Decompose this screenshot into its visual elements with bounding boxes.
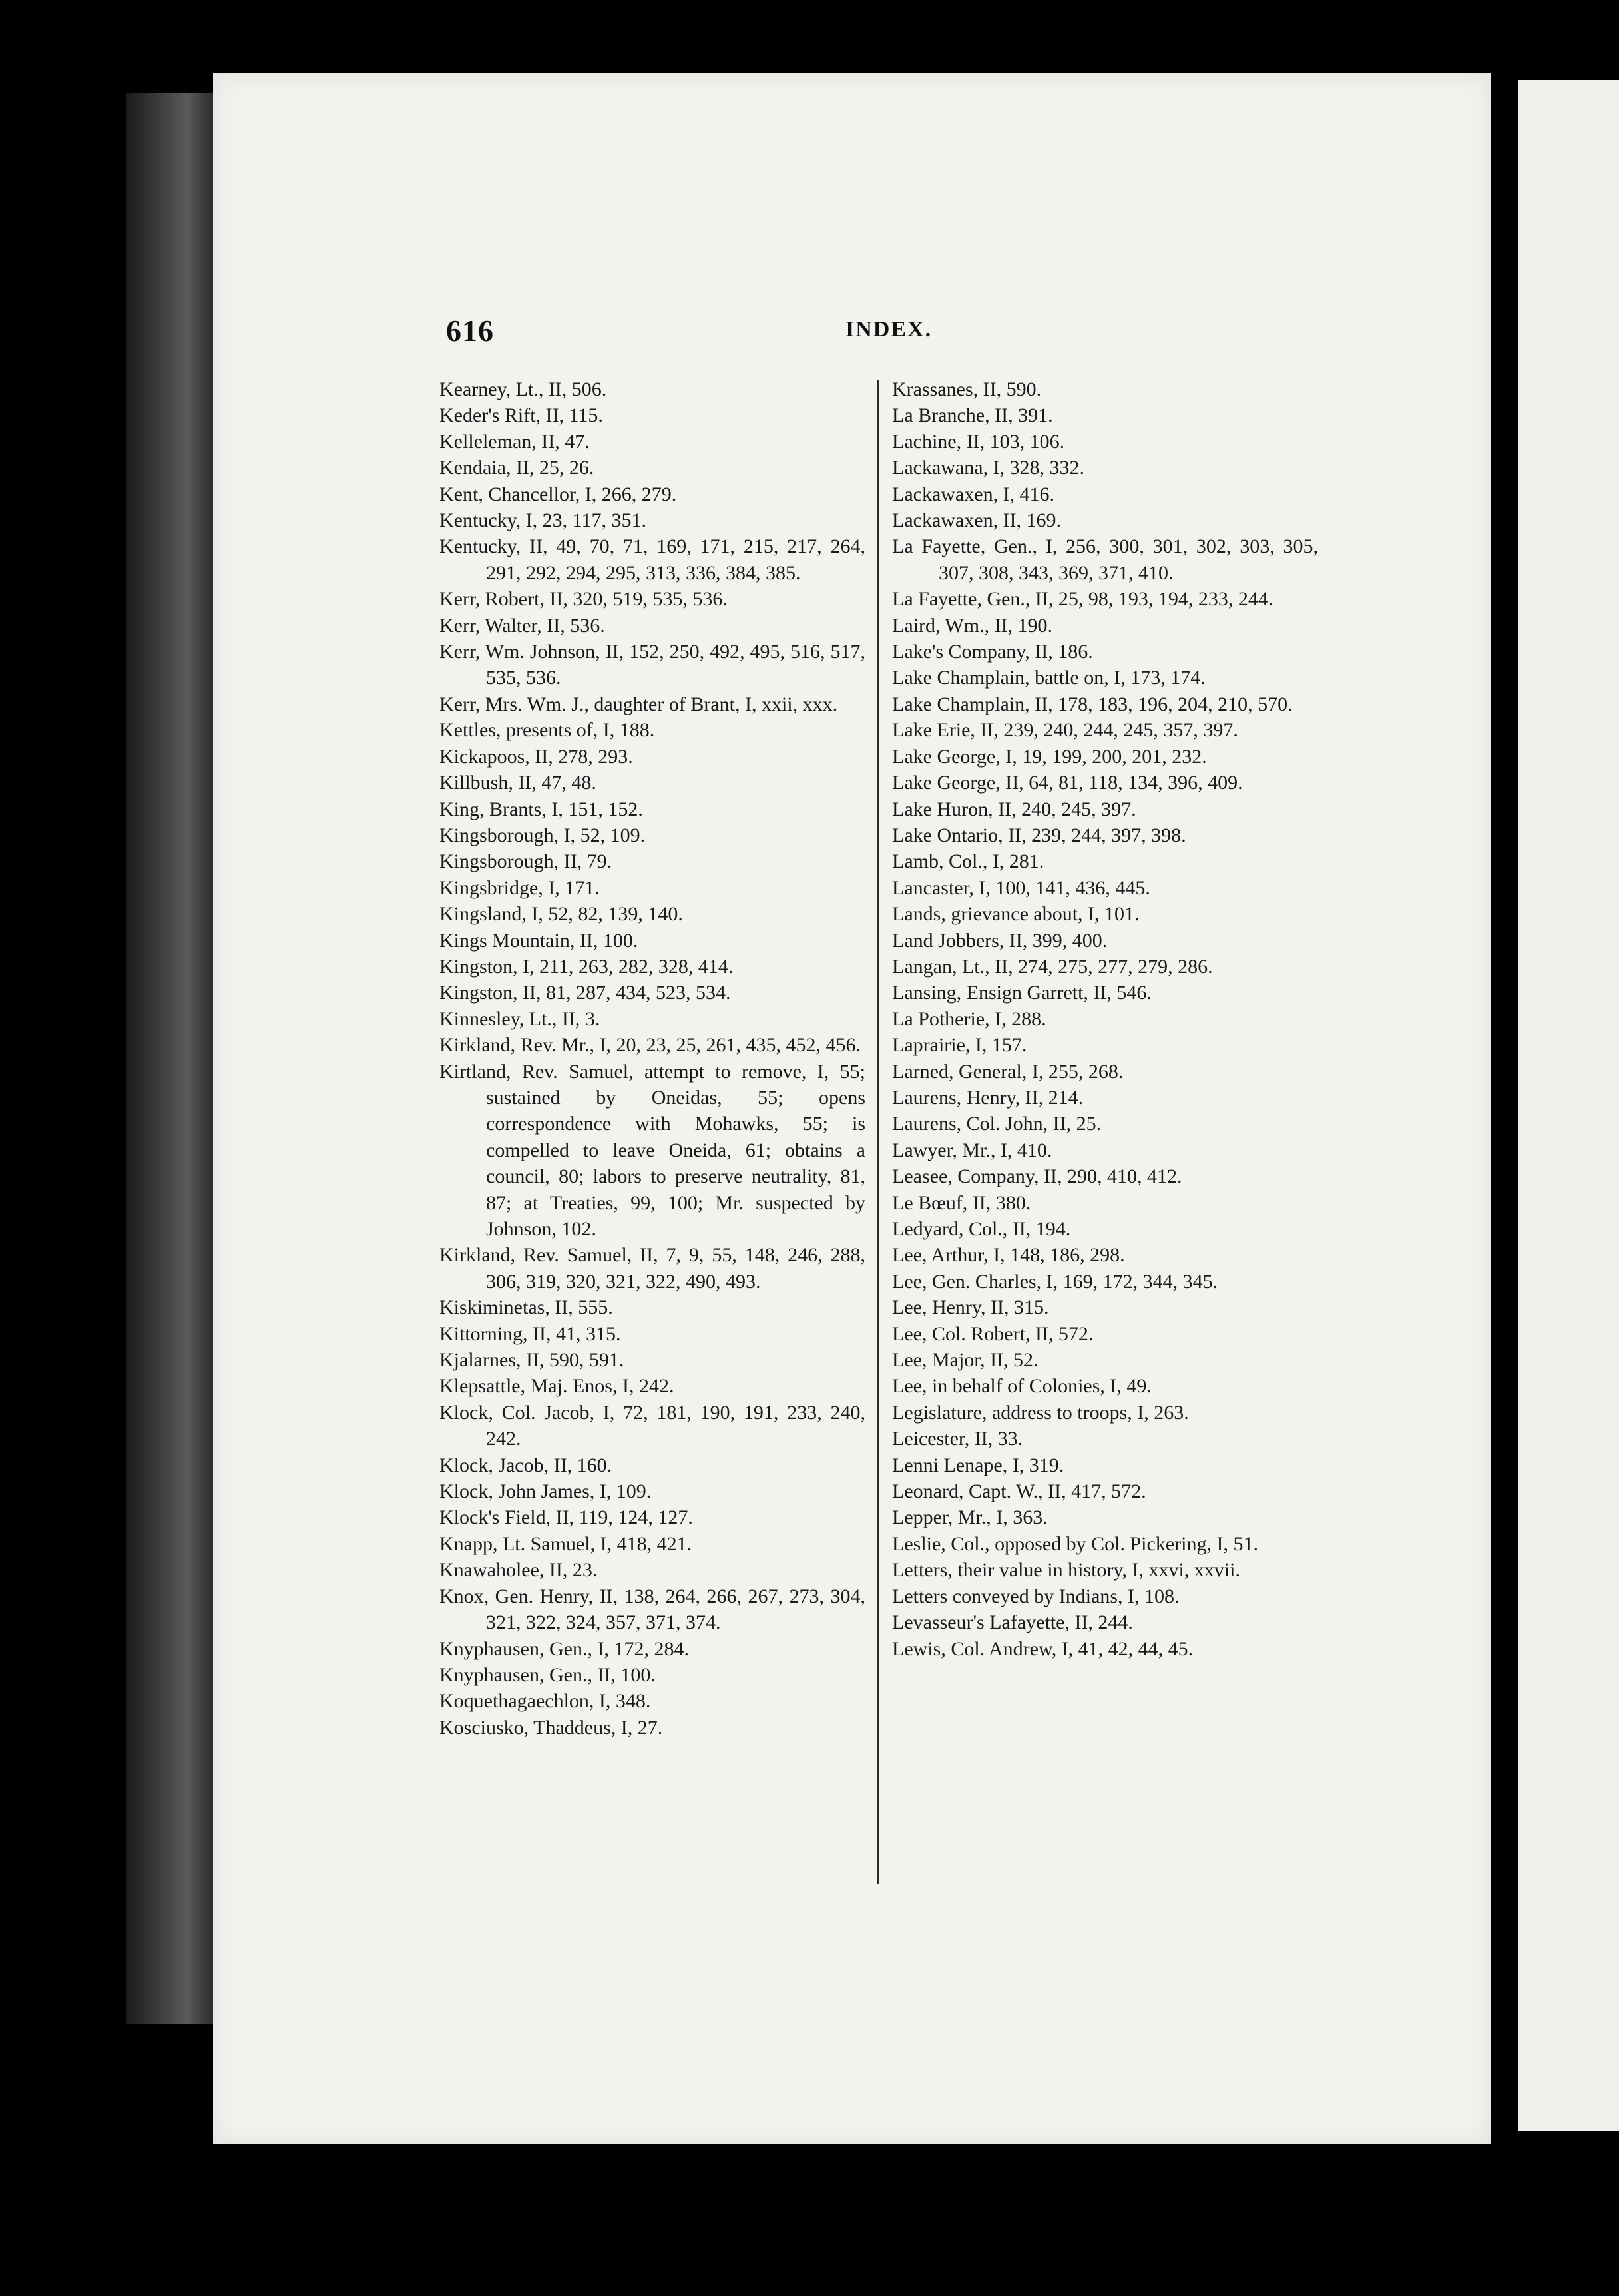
index-entry: Lackawana, I, 328, 332.	[892, 457, 1085, 479]
index-entry: Kettles, presents of, I, 188.	[439, 719, 655, 742]
index-entry: Lewis, Col. Andrew, I, 41, 42, 44, 45.	[892, 1637, 1194, 1660]
index-entry: Lake Ontario, II, 239, 244, 397, 398.	[892, 824, 1186, 846]
index-entry: Legislature, address to troops, I, 263.	[892, 1401, 1189, 1424]
index-entry: Leasee, Company, II, 290, 410, 412.	[892, 1165, 1182, 1188]
index-entry: Keder's Rift, II, 115.	[439, 404, 603, 427]
index-entry: La Fayette, Gen., I, 256, 300, 301, 302, 303, 305, 307, 308, 343, 369, 371, 410.	[892, 535, 1318, 584]
index-entry: Lachine, II, 103, 106.	[892, 430, 1065, 453]
index-entry: Koquethagaechlon, I, 348.	[439, 1690, 651, 1713]
index-entry: Kirkland, Rev. Samuel, II, 7, 9, 55, 148, 246, 288, 306, 319, 320, 321, 322, 490, 493.	[439, 1244, 865, 1292]
index-entry: Kingsland, I, 52, 82, 139, 140.	[439, 903, 683, 926]
index-entry: Langan, Lt., II, 274, 275, 277, 279, 286.	[892, 955, 1213, 978]
index-entry: Lamb, Col., I, 281.	[892, 850, 1044, 873]
index-entry: Lake Erie, II, 239, 240, 244, 245, 357, 397.	[892, 719, 1238, 742]
index-entry: Kiskiminetas, II, 555.	[439, 1296, 613, 1319]
index-entry: Kingston, II, 81, 287, 434, 523, 534.	[439, 982, 731, 1004]
index-entry: Lackawaxen, II, 169.	[892, 509, 1062, 532]
index-entry: Kinnesley, Lt., II, 3.	[439, 1007, 600, 1030]
running-head: INDEX.	[845, 317, 933, 342]
index-entry: Lawyer, Mr., I, 410.	[892, 1139, 1052, 1161]
index-entry: Kerr, Wm. Johnson, II, 152, 250, 492, 495, 516, 517, 535, 536.	[439, 641, 865, 689]
index-entry: Lancaster, I, 100, 141, 436, 445.	[892, 876, 1150, 899]
index-entry: Killbush, II, 47, 48.	[439, 772, 596, 794]
column-divider	[877, 380, 879, 1884]
index-entry: La Fayette, Gen., II, 25, 98, 193, 194, 233, 244.	[892, 588, 1273, 611]
index-entry: Kittorning, II, 41, 315.	[439, 1322, 621, 1345]
index-entry: Laird, Wm., II, 190.	[892, 614, 1053, 637]
index-entry: Kerr, Walter, II, 536.	[439, 614, 605, 637]
index-entry: Kings Mountain, II, 100.	[439, 929, 638, 952]
index-entry: Leicester, II, 33.	[892, 1428, 1023, 1450]
index-entry: Lake Huron, II, 240, 245, 397.	[892, 798, 1136, 820]
index-entry: Kent, Chancellor, I, 266, 279.	[439, 483, 677, 505]
page-header	[446, 313, 1291, 353]
index-entry: Kentucky, I, 23, 117, 351.	[439, 509, 647, 532]
index-entry: Lee, in behalf of Colonies, I, 49.	[892, 1375, 1152, 1398]
index-entry: Lee, Major, II, 52.	[892, 1349, 1039, 1372]
facing-page-edge	[1518, 80, 1619, 2131]
index-entry: Ledyard, Col., II, 194.	[892, 1218, 1071, 1240]
index-entry: Lansing, Ensign Garrett, II, 546.	[892, 982, 1152, 1004]
index-entry: Lee, Col. Robert, II, 572.	[892, 1322, 1094, 1345]
index-entry: King, Brants, I, 151, 152.	[439, 798, 643, 820]
index-entry: Kerr, Robert, II, 320, 519, 535, 536.	[439, 588, 728, 611]
index-entry: Kirtland, Rev. Samuel, attempt to remove, I, 55; sustained by Oneidas, 55; opens correspondence with Mohawks, 55; is compelled to leave Oneida, 61; obtains a council, 80; labors to preserve neutrality, 81, 87; at Treaties, 99, 100; Mr. suspected by Johnson, 102.	[439, 1060, 865, 1240]
index-entry: Lackawaxen, I, 416.	[892, 483, 1055, 505]
index-entry: Lake Champlain, II, 178, 183, 196, 204, 210, 570.	[892, 693, 1293, 715]
index-entry: Klock, Col. Jacob, I, 72, 181, 190, 191, 233, 240, 242.	[439, 1401, 865, 1450]
index-entry: Knox, Gen. Henry, II, 138, 264, 266, 267, 273, 304, 321, 322, 324, 357, 371, 374.	[439, 1585, 865, 1634]
index-entry: Larned, General, I, 255, 268.	[892, 1060, 1124, 1083]
index-entry: Kickapoos, II, 278, 293.	[439, 745, 633, 768]
index-entry: Kentucky, II, 49, 70, 71, 169, 171, 215, 217, 264, 291, 292, 294, 295, 313, 336, 384, 385.	[439, 535, 865, 584]
index-entry: Knyphausen, Gen., II, 100.	[439, 1663, 656, 1686]
index-entry: Letters, their value in history, I, xxvi, xxvii.	[892, 1559, 1240, 1581]
index-entry: Lee, Henry, II, 315.	[892, 1296, 1049, 1319]
index-entry: La Potherie, I, 288.	[892, 1007, 1046, 1030]
index-entry: Klock, John James, I, 109.	[439, 1480, 652, 1503]
index-entry: Kingsborough, I, 52, 109.	[439, 824, 646, 846]
index-entry: Lepper, Mr., I, 363.	[892, 1506, 1048, 1529]
index-entry: Laurens, Henry, II, 214.	[892, 1086, 1084, 1109]
index-entry: Lake's Company, II, 186.	[892, 641, 1093, 663]
index-entry: Knapp, Lt. Samuel, I, 418, 421.	[439, 1532, 692, 1555]
page-number: 616	[446, 314, 494, 348]
index-entry: Lee, Gen. Charles, I, 169, 172, 344, 345.	[892, 1270, 1218, 1292]
index-entry: Klepsattle, Maj. Enos, I, 242.	[439, 1375, 674, 1398]
index-entry: Lee, Arthur, I, 148, 186, 298.	[892, 1244, 1125, 1267]
index-entry: Kingsborough, II, 79.	[439, 850, 612, 873]
index-entry: Laprairie, I, 157.	[892, 1034, 1027, 1057]
index-entry: Kerr, Mrs. Wm. J., daughter of Brant, I, xxii, xxx.	[439, 693, 838, 715]
index-entry: Lands, grievance about, I, 101.	[892, 903, 1140, 926]
index-entry: Knyphausen, Gen., I, 172, 284.	[439, 1637, 689, 1660]
index-entry: Le Bœuf, II, 380.	[892, 1191, 1031, 1214]
index-entry: Kjalarnes, II, 590, 591.	[439, 1349, 624, 1372]
index-entry: Krassanes, II, 590.	[892, 378, 1042, 400]
index-entry: Leonard, Capt. W., II, 417, 572.	[892, 1480, 1146, 1503]
index-entry: Lenni Lenape, I, 319.	[892, 1454, 1064, 1476]
index-entry: La Branche, II, 391.	[892, 404, 1053, 427]
index-entry: Lake Champlain, battle on, I, 173, 174.	[892, 667, 1206, 689]
book-spine	[126, 93, 213, 2024]
index-entry: Kingston, I, 211, 263, 282, 328, 414.	[439, 955, 734, 978]
index-column-right	[892, 376, 1318, 1662]
index-entry: Land Jobbers, II, 399, 400.	[892, 929, 1108, 952]
index-entry: Laurens, Col. John, II, 25.	[892, 1113, 1102, 1135]
index-entry: Knawaholee, II, 23.	[439, 1559, 598, 1581]
index-entry: Letters conveyed by Indians, I, 108.	[892, 1585, 1180, 1607]
index-entry: Kosciusko, Thaddeus, I, 27.	[439, 1716, 663, 1739]
index-entry: Kirkland, Rev. Mr., I, 20, 23, 25, 261, 435, 452, 456.	[439, 1034, 861, 1057]
index-column-left	[439, 376, 865, 1741]
index-entry: Klock's Field, II, 119, 124, 127.	[439, 1506, 693, 1529]
index-entry: Kingsbridge, I, 171.	[439, 876, 600, 899]
index-entry: Kendaia, II, 25, 26.	[439, 457, 594, 479]
index-entry: Leslie, Col., opposed by Col. Pickering, I, 51.	[892, 1532, 1258, 1555]
page-gutter	[1491, 73, 1518, 2144]
index-entry: Kearney, Lt., II, 506.	[439, 378, 607, 400]
index-entry: Levasseur's Lafayette, II, 244.	[892, 1611, 1133, 1634]
index-entry: Lake George, II, 64, 81, 118, 134, 396, 409.	[892, 772, 1243, 794]
index-entry: Klock, Jacob, II, 160.	[439, 1454, 612, 1476]
index-entry: Kelleleman, II, 47.	[439, 430, 590, 453]
index-entry: Lake George, I, 19, 199, 200, 201, 232.	[892, 745, 1207, 768]
